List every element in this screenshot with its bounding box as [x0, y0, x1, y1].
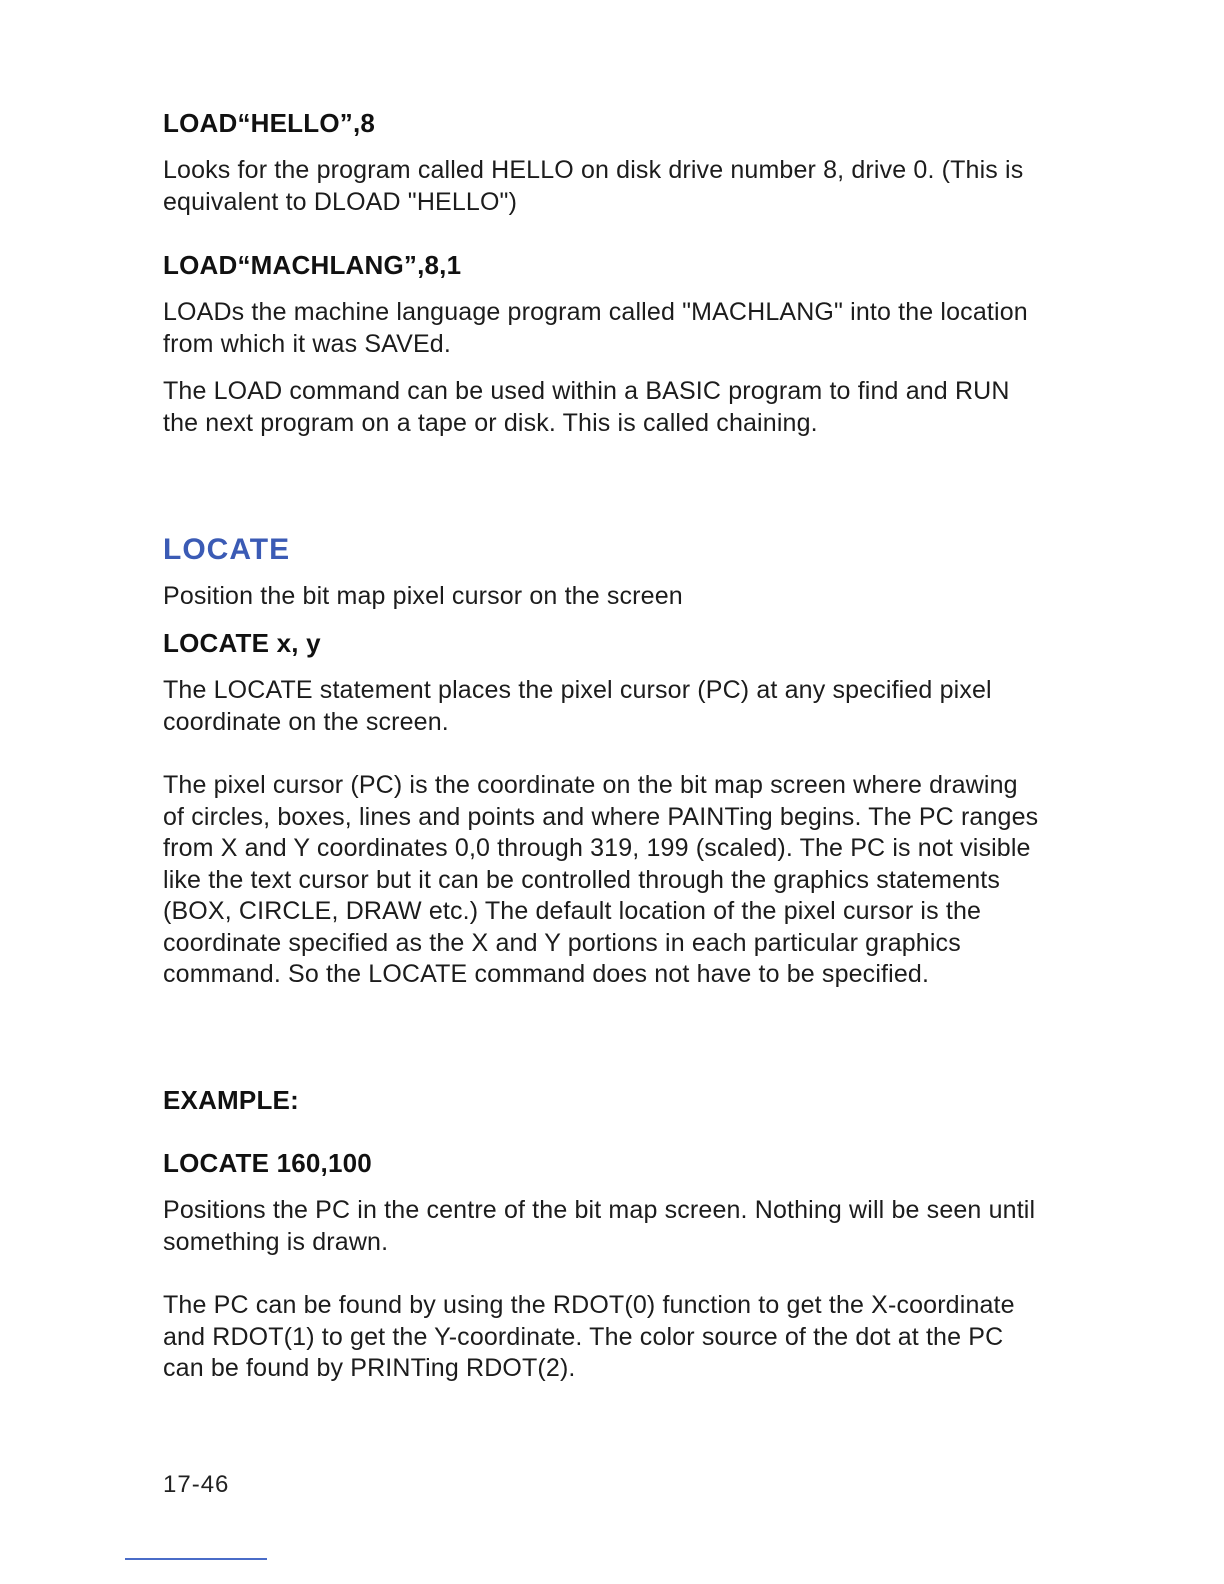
locate-paragraph-2: The pixel cursor (PC) is the coordinate on the bit map screen where drawing of circles, boxes, lines and points and where PAINTing begins. The PC ranges from X and Y coordinates 0,0 through 319, 199 (scaled). The PC is not visible like the text cursor but it can be controlled through the graphics statements (BOX, CIRCLE, DRAW etc.) The default location of the pixel cursor is the coordinate specified as the X and Y portions in each particular graphics command. So the LOCATE command does not have to be specified. — [163, 771, 1039, 988]
locate-heading: LOCATE — [163, 533, 291, 566]
example-label: EXAMPLE: — [163, 1085, 299, 1115]
load-example-1-code: LOAD“HELLO”,8 — [163, 108, 376, 138]
locate-example-description: Positions the PC in the centre of the bit map screen. Nothing will be seen until something is drawn. — [163, 1196, 1036, 1256]
locate-paragraph-1: The LOCATE statement places the pixel cursor (PC) at any specified pixel coordinate on the screen. — [163, 676, 992, 736]
load-example-2-code: LOAD“MACHLANG”,8,1 — [163, 250, 462, 280]
locate-example-code: LOCATE 160,100 — [163, 1148, 372, 1178]
page-number: 17-46 — [163, 1471, 230, 1498]
rdot-paragraph: The PC can be found by using the RDOT(0) function to get the X-coordinate and RDOT(1) to get the Y-coordinate. The color source of the dot at the PC can be found by PRINTing RDOT(2). — [163, 1291, 1015, 1382]
load-chaining-paragraph: The LOAD command can be used within a BASIC program to find and RUN the next program on a tape or disk. This is called chaining. — [163, 377, 1010, 437]
footer-rule — [125, 1558, 267, 1560]
load-example-1-description: Looks for the program called HELLO on disk drive number 8, drive 0. (This is equivalent to DLOAD "HELLO") — [163, 156, 1024, 216]
load-example-2-description: LOADs the machine language program called "MACHLANG" into the location from which it was SAVEd. — [163, 298, 1028, 358]
locate-syntax: LOCATE x, y — [163, 628, 321, 658]
locate-description: Position the bit map pixel cursor on the screen — [163, 582, 683, 610]
